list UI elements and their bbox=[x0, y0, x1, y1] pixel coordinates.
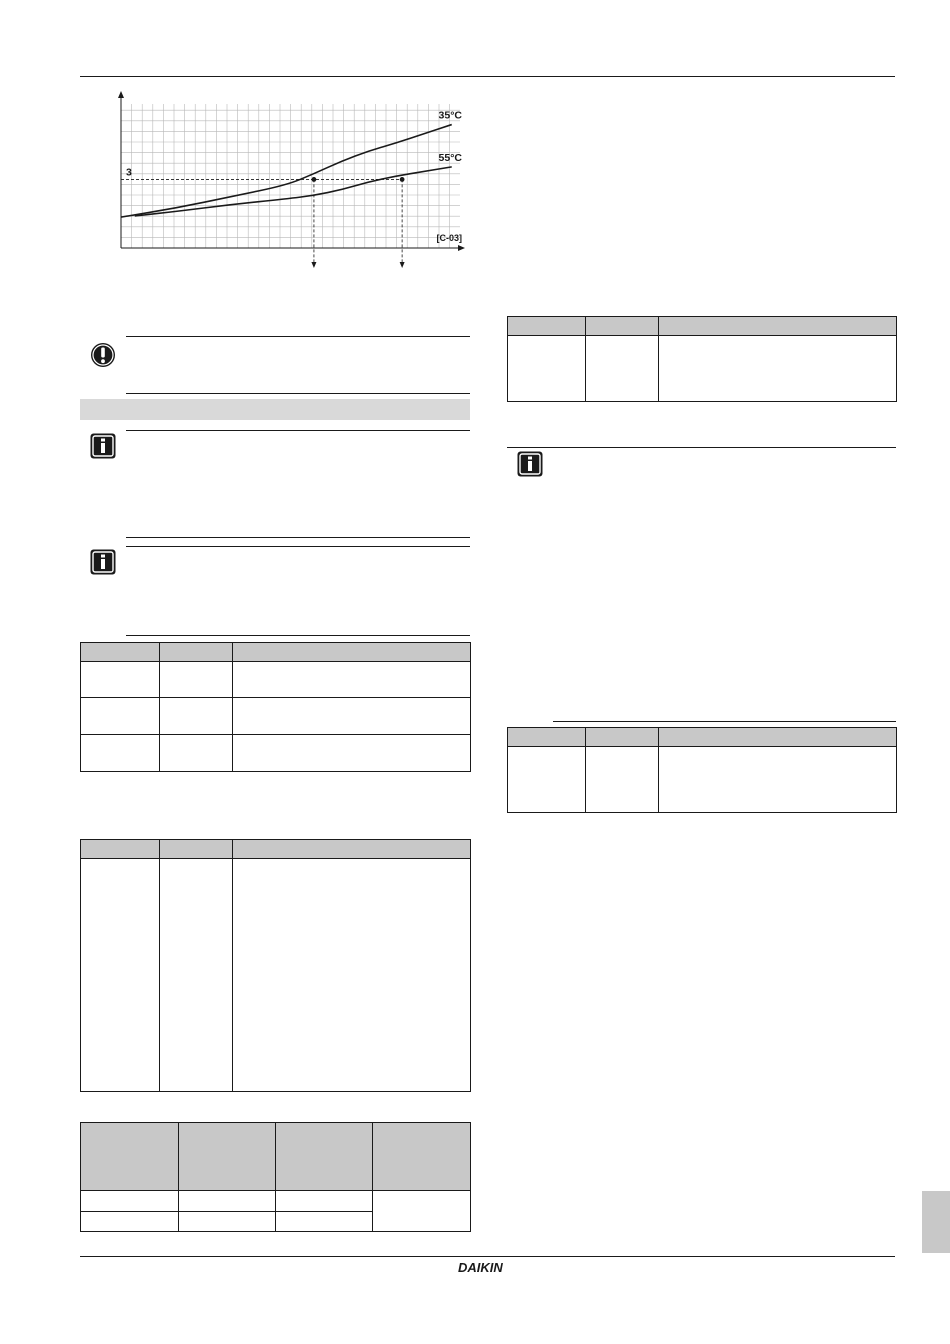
settings-table-3 bbox=[80, 1122, 471, 1232]
table-row bbox=[81, 662, 471, 698]
chart-labels bbox=[126, 110, 462, 243]
series-label-1: 35°C bbox=[438, 109, 462, 122]
settings-table-4 bbox=[507, 316, 897, 402]
section-bar bbox=[80, 399, 470, 420]
table-header-row bbox=[81, 1123, 471, 1191]
table-row bbox=[81, 1191, 471, 1212]
intersection-point bbox=[400, 177, 405, 182]
daikin-logo bbox=[458, 1260, 518, 1274]
table-row bbox=[81, 859, 471, 1092]
info-notice-2 bbox=[80, 546, 470, 636]
table-row bbox=[81, 698, 471, 735]
footer-rule bbox=[80, 1256, 895, 1257]
table-header-row bbox=[508, 317, 897, 336]
series-line-1 bbox=[121, 125, 452, 218]
info-box-icon bbox=[90, 549, 116, 575]
warning-notice bbox=[80, 336, 470, 394]
settings-table-5 bbox=[507, 727, 897, 813]
y-axis-arrow bbox=[118, 91, 124, 98]
info-box-icon bbox=[90, 433, 116, 459]
x-axis-arrow bbox=[458, 245, 465, 251]
info-notice-1 bbox=[80, 430, 470, 538]
header-rule bbox=[80, 76, 895, 77]
chart bbox=[110, 88, 470, 273]
settings-table-2 bbox=[80, 839, 471, 1092]
intersection-point bbox=[312, 177, 317, 182]
info-notice-3 bbox=[507, 447, 896, 722]
table-header-row bbox=[81, 643, 471, 662]
table-row bbox=[508, 747, 897, 813]
table-header-row bbox=[81, 840, 471, 859]
table-row bbox=[508, 336, 897, 402]
info-box-icon bbox=[517, 451, 543, 477]
chapter-tab bbox=[922, 1191, 950, 1253]
table-row bbox=[81, 735, 471, 772]
y-marker-label: 3 bbox=[126, 166, 132, 179]
brand-logo-text: DAIKIN bbox=[458, 1260, 503, 1274]
x-axis-label: [C-03] bbox=[436, 233, 462, 243]
drop-arrow bbox=[311, 262, 316, 268]
chart-series bbox=[121, 125, 452, 218]
settings-table-1 bbox=[80, 642, 471, 772]
series-label-2: 55°C bbox=[438, 151, 462, 164]
drop-arrow bbox=[400, 262, 405, 268]
chart-grid bbox=[121, 104, 460, 248]
exclamation-circle-icon bbox=[90, 342, 116, 368]
table-header-row bbox=[508, 728, 897, 747]
series-line-2 bbox=[135, 167, 452, 216]
